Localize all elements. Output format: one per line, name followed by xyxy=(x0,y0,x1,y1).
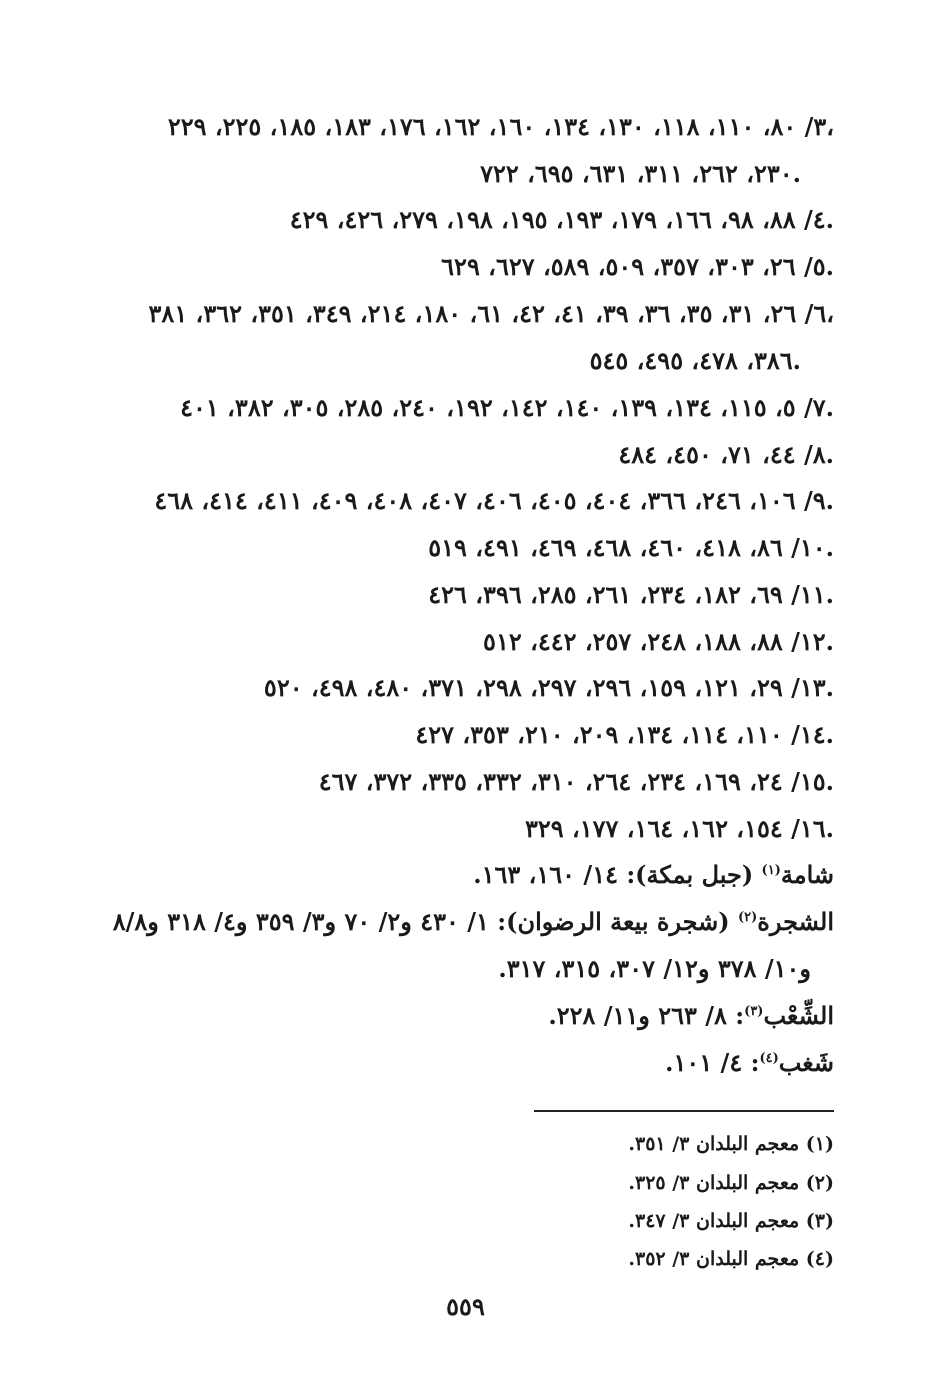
entry-headword: شَغب xyxy=(778,1048,834,1077)
index-line: ٦/ ٢٦، ٣١، ٣٥، ٣٦، ٣٩، ٤١، ٤٢، ٦١، ١٨٠، ٢١٤، ٣٤٩، ٣٥١، ٣٦٢، ٣٨١، xyxy=(148,299,834,328)
footnote: (١) معجم البلدان ٣/ ٣٥١. xyxy=(628,1133,834,1155)
index-line: ٣/ ٨٠، ١١٠، ١١٨، ١٣٠، ١٣٤، ١٦٠، ١٦٢، ١٧٦، ١٨٣، ١٨٥، ٢٢٥، ٢٢٩، xyxy=(167,112,834,141)
footnote-ref: (٤) xyxy=(759,1051,779,1066)
index-line: ١٣/ ٢٩، ١٢١، ١٥٩، ٢٩٦، ٢٩٧، ٢٩٨، ٣٧١، ٤٨٠، ٤٩٨، ٥٢٠. xyxy=(263,673,834,702)
index-line: ٤/ ٨٨، ٩٨، ١٦٦، ١٧٩، ١٩٣، ١٩٥، ١٩٨، ٢٧٩، ٤٢٦، ٤٢٩. xyxy=(289,205,834,234)
footnote-ref: (٣) xyxy=(744,1004,764,1019)
footnote: (٣) معجم البلدان ٣/ ٣٤٧. xyxy=(628,1210,834,1232)
index-line: ١٦/ ١٥٤، ١٦٢، ١٦٤، ١٧٧، ٣٢٩. xyxy=(524,814,834,843)
index-entry xyxy=(113,902,834,942)
index-line: ١٤/ ١١٠، ١١٤، ١٣٤، ٢٠٩، ٢١٠، ٣٥٣، ٤٢٧. xyxy=(415,720,834,749)
index-line: ١٥/ ٢٤، ١٦٩، ٢٣٤، ٢٦٤، ٣١٠، ٣٣٢، ٣٣٥، ٣٧٢، ٤٦٧. xyxy=(318,767,834,796)
footnote-ref: (٢) xyxy=(738,910,758,925)
entry-headword: الشِّعْب xyxy=(763,1001,834,1030)
entry-refs: : ٨/ ٢٦٣ و١١/ ٢٢٨. xyxy=(548,1001,745,1030)
footnote-ref: (١) xyxy=(761,863,781,878)
entry-headword: شامة xyxy=(780,860,834,889)
footnote: (٤) معجم البلدان ٣/ ٣٥٢. xyxy=(628,1248,834,1270)
index-line: ١٢/ ٨٨، ١٨٨، ٢٤٨، ٢٥٧، ٤٤٢، ٥١٢. xyxy=(483,627,834,656)
index-line: ٧/ ٥، ١١٥، ١٣٤، ١٣٩، ١٤٠، ١٤٢، ١٩٢، ٢٤٠، ٢٨٥، ٣٠٥، ٣٨٢، ٤٠١. xyxy=(180,393,834,422)
entry-refs: (جبل بمكة): ١٤/ ١٦٠، ١٦٣. xyxy=(473,860,762,889)
footnote: (٢) معجم البلدان ٣/ ٣٢٥. xyxy=(628,1172,834,1194)
index-line: ٢٣٠، ٢٦٢، ٣١١، ٦٣١، ٦٩٥، ٧٢٢. xyxy=(480,159,801,188)
entry-headword: الشجرة xyxy=(757,907,834,936)
index-line: ١٠/ ٨٦، ٤١٨، ٤٦٠، ٤٦٨، ٤٦٩، ٤٩١، ٥١٩. xyxy=(428,533,834,562)
index-line: ٩/ ١٠٦، ٢٤٦، ٣٦٦، ٤٠٤، ٤٠٥، ٤٠٦، ٤٠٧، ٤٠٨، ٤٠٩، ٤١١، ٤١٤، ٤٦٨. xyxy=(154,486,834,515)
footnote-divider xyxy=(534,1110,834,1112)
index-line: ١١/ ٦٩، ١٨٢، ٢٣٤، ٢٦١، ٢٨٥، ٣٩٦، ٤٢٦. xyxy=(428,580,834,609)
index-entry xyxy=(548,996,834,1036)
entry-refs: : ٤/ ١٠١. xyxy=(665,1048,760,1077)
index-line: ٣٨٦، ٤٧٨، ٤٩٥، ٥٤٥. xyxy=(589,346,801,375)
page-number: ٥٥٩ xyxy=(446,1292,485,1321)
index-line: ٥/ ٢٦، ٣٠٣، ٣٥٧، ٥٠٩، ٥٨٩، ٦٢٧، ٦٢٩. xyxy=(441,252,834,281)
index-entry xyxy=(665,1043,834,1083)
index-line: ٨/ ٤٤، ٧١، ٤٥٠، ٤٨٤. xyxy=(618,440,834,469)
index-entry-continuation: و١٠/ ٣٧٨ و١٢/ ٣٠٧، ٣١٥، ٣١٧. xyxy=(498,954,811,983)
index-entry xyxy=(473,855,834,895)
entry-refs: (شجرة بيعة الرضوان): ١/ ٤٣٠ و٢/ ٧٠ و٣/ ٣٥٩ و٤/ ٣١٨ و٨/٨ xyxy=(112,907,738,936)
